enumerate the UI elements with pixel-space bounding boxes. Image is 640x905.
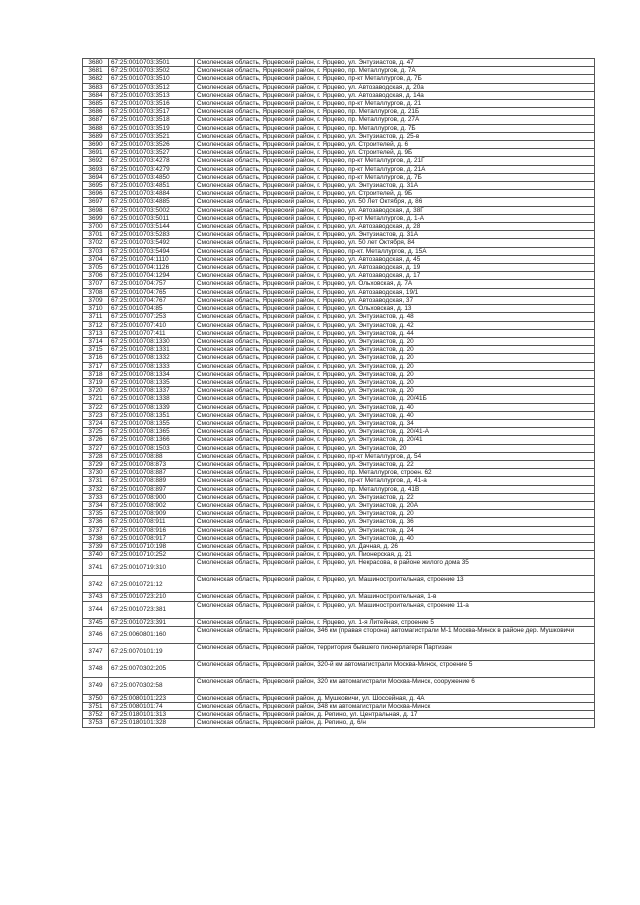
table-row [83, 362, 595, 370]
address: Смоленская область, Ярцевский район, г. Ярцево, пр. Металлургов, д. 7А [195, 67, 595, 75]
row-number: 3713 [83, 329, 109, 337]
address: Смоленская область, Ярцевский район, г. Ярцево, ул. 1-я Литейная, строение 5 [195, 618, 595, 626]
table-row [83, 711, 595, 719]
table-row [83, 477, 595, 485]
row-number: 3709 [83, 296, 109, 304]
cadastral-number: 67:25:0010703:4851 [109, 182, 195, 190]
table-row [83, 132, 595, 140]
address: Смоленская область, Ярцевский район, г. Ярцево, ул. Строителей, д. 6 [195, 141, 595, 149]
cadastral-number: 67:25:0010708:1337 [109, 387, 195, 395]
table-row [83, 354, 595, 362]
row-number: 3697 [83, 198, 109, 206]
table-row [83, 493, 595, 501]
cadastral-number: 67:25:0010703:3521 [109, 132, 195, 140]
cadastral-number: 67:25:0010703:3513 [109, 91, 195, 99]
row-number: 3705 [83, 264, 109, 272]
address: Смоленская область, Ярцевский район, г. Ярцево, ул. Энтузиастов, д. 34 [195, 419, 595, 427]
cadastral-number: 67:25:0010703:3517 [109, 108, 195, 116]
cadastral-number: 67:25:0070302:58 [109, 677, 195, 694]
row-number: 3685 [83, 100, 109, 108]
table-row [83, 173, 595, 181]
table-row [83, 501, 595, 509]
table-row [83, 313, 595, 321]
address: Смоленская область, Ярцевский район, г. Ярцево, ул. Энтузиастов, д. 20 [195, 362, 595, 370]
row-number: 3696 [83, 190, 109, 198]
table-row [83, 370, 595, 378]
row-number: 3718 [83, 370, 109, 378]
row-number: 3684 [83, 91, 109, 99]
table-row [83, 83, 595, 91]
row-number: 3746 [83, 626, 109, 643]
address: Смоленская область, Ярцевский район, г. Ярцево, ул. Энтузиастов, д. 47 [195, 59, 595, 67]
address: Смоленская область, Ярцевский район, 320-й км автомагистрали Москва-Минск, строение 5 [195, 660, 595, 677]
table-row [83, 660, 595, 677]
address: Смоленская область, Ярцевский район, г. Ярцево, ул. Энтузиастов, д. 20 [195, 346, 595, 354]
table-row [83, 67, 595, 75]
table-row [83, 411, 595, 419]
address: Смоленская область, Ярцевский район, г. Ярцево, пр-кт Металлургов, д. 21 [195, 100, 595, 108]
table-row [83, 534, 595, 542]
address: Смоленская область, Ярцевский район, г. Ярцево, ул. Энтузиастов, д. 31А [195, 231, 595, 239]
table-row [83, 272, 595, 280]
row-number: 3694 [83, 173, 109, 181]
table-row [83, 618, 595, 626]
table-row [83, 321, 595, 329]
cadastral-number: 67:25:0010707:411 [109, 329, 195, 337]
table-row [83, 91, 595, 99]
row-number: 3722 [83, 403, 109, 411]
cadastral-number: 67:25:0010703:3502 [109, 67, 195, 75]
address: Смоленская область, Ярцевский район, г. Ярцево, ул. 50 Лет Октября, д. 86 [195, 198, 595, 206]
row-number: 3695 [83, 182, 109, 190]
table-row [83, 75, 595, 83]
row-number: 3721 [83, 395, 109, 403]
cadastral-table-body [83, 59, 595, 728]
address: Смоленская область, Ярцевский район, г. Ярцево, пр-кт Металлургов, д. 21Г [195, 157, 595, 165]
table-row [83, 337, 595, 345]
cadastral-number: 67:25:0010710:252 [109, 551, 195, 559]
address: Смоленская область, Ярцевский район, г. Ярцево, пр. Металлургов, д. 41В [195, 485, 595, 493]
row-number: 3724 [83, 419, 109, 427]
row-number: 3740 [83, 551, 109, 559]
cadastral-number: 67:25:0010703:3501 [109, 59, 195, 67]
table-row [83, 149, 595, 157]
cadastral-number: 67:25:0010703:3518 [109, 116, 195, 124]
address: Смоленская область, Ярцевский район, г. Ярцево, ул. Автозаводская, д. 14а [195, 91, 595, 99]
address: Смоленская область, Ярцевский район, 320 км автомагистрали Москва-Минск, сооружение 6 [195, 677, 595, 694]
row-number: 3731 [83, 477, 109, 485]
row-number: 3680 [83, 59, 109, 67]
cadastral-number: 67:25:0010710:198 [109, 542, 195, 550]
address: Смоленская область, Ярцевский район, г. Ярцево, ул. Автозаводская, д. 17 [195, 272, 595, 280]
address: Смоленская область, Ярцевский район, г. Ярцево, ул. 50 лет Октября, 84 [195, 239, 595, 247]
address: Смоленская область, Ярцевский район, г. Ярцево, ул. Автозаводская, д. 19 [195, 264, 595, 272]
cadastral-number: 67:25:0010708:889 [109, 477, 195, 485]
address: Смоленская область, Ярцевский район, г. Ярцево, пр-кт Металлургов, д. 1-А [195, 214, 595, 222]
row-number: 3741 [83, 559, 109, 576]
cadastral-number: 67:25:0180101:313 [109, 711, 195, 719]
address: Смоленская область, Ярцевский район, г. Ярцево, пр-кт Металлургов, д. 7Б [195, 173, 595, 181]
address: Смоленская область, Ярцевский район, г. Ярцево, ул. Энтузиастов, д. 22 [195, 460, 595, 468]
address: Смоленская область, Ярцевский район, г. Ярцево, ул. Энтузиастов, д. 44 [195, 329, 595, 337]
table-row [83, 182, 595, 190]
row-number: 3691 [83, 149, 109, 157]
address: Смоленская область, Ярцевский район, г. Ярцево, пр. Металлургов, д. 27А [195, 116, 595, 124]
address: Смоленская область, Ярцевский район, г. Ярцево, ул. Энтузиастов, д. 20/41-А [195, 428, 595, 436]
cadastral-number: 67:25:0010703:5002 [109, 206, 195, 214]
address: Смоленская область, Ярцевский район, г. Ярцево, ул. Ольховская, д. 7А [195, 280, 595, 288]
address: Смоленская область, Ярцевский район, г. Ярцево, пр. Металлургов, д. 21Б [195, 108, 595, 116]
cadastral-number: 67:25:0080101:74 [109, 703, 195, 711]
row-number: 3723 [83, 411, 109, 419]
address: Смоленская область, Ярцевский район, г. Ярцево, ул. Энтузиастов, д. 20 [195, 378, 595, 386]
address: Смоленская область, Ярцевский район, г. Ярцево, ул. Энтузиастов, д. 42 [195, 321, 595, 329]
table-row [83, 329, 595, 337]
cadastral-number: 67:25:0010703:4850 [109, 173, 195, 181]
table-row [83, 305, 595, 313]
cadastral-number: 67:25:0010708:1366 [109, 436, 195, 444]
cadastral-number: 67:25:0010708:1330 [109, 337, 195, 345]
cadastral-number: 67:25:0010721:12 [109, 576, 195, 593]
cadastral-number: 67:25:0010703:3512 [109, 83, 195, 91]
table-row [83, 593, 595, 601]
row-number: 3726 [83, 436, 109, 444]
address: Смоленская область, Ярцевский район, г. Ярцево, ул. Автозаводская, д. 38Г [195, 206, 595, 214]
row-number: 3712 [83, 321, 109, 329]
cadastral-number: 67:25:0010708:1351 [109, 411, 195, 419]
address: Смоленская область, Ярцевский район, г. Ярцево, ул. Машиностроительная, 1-в [195, 593, 595, 601]
cadastral-number: 67:25:0060801:160 [109, 626, 195, 643]
address: Смоленская область, Ярцевский район, г. Ярцево, ул. Энтузиастов, д. 31А [195, 182, 595, 190]
table-row [83, 190, 595, 198]
table-row [83, 165, 595, 173]
address: Смоленская область, Ярцевский район, г. Ярцево, ул. Энтузиастов, д. 36 [195, 518, 595, 526]
table-row [83, 280, 595, 288]
cadastral-number: 67:25:0010703:4279 [109, 165, 195, 173]
row-number: 3708 [83, 288, 109, 296]
address: Смоленская область, Ярцевский район, г. Ярцево, ул. Автозаводская, 19/1 [195, 288, 595, 296]
table-row [83, 231, 595, 239]
table-row [83, 677, 595, 694]
address: Смоленская область, Ярцевский район, г. Ярцево, пр-кт Металлургов, д. 54 [195, 452, 595, 460]
table-row [83, 108, 595, 116]
row-number: 3743 [83, 593, 109, 601]
cadastral-number: 67:25:0010708:887 [109, 469, 195, 477]
cadastral-number: 67:25:0010703:5494 [109, 247, 195, 255]
address: Смоленская область, Ярцевский район, г. Ярцево, ул. Машиностроительная, строение 13 [195, 576, 595, 593]
address: Смоленская область, Ярцевский район, г. Ярцево, ул. Энтузиастов, д. 20/41Б [195, 395, 595, 403]
cadastral-number: 67:25:0010704:1126 [109, 264, 195, 272]
table-row [83, 198, 595, 206]
table-row [83, 288, 595, 296]
table-row [83, 296, 595, 304]
cadastral-number: 67:25:0010704:1110 [109, 255, 195, 263]
cadastral-number: 67:25:0010703:3519 [109, 124, 195, 132]
cadastral-number: 67:25:0010723:210 [109, 593, 195, 601]
row-number: 3706 [83, 272, 109, 280]
table-row [83, 419, 595, 427]
row-number: 3742 [83, 576, 109, 593]
address: Смоленская область, Ярцевский район, 346 км (правая сторона) автомагистрали М-1 Москва-Минск в районе дер. Мушковичи [195, 626, 595, 643]
cadastral-table [82, 58, 595, 728]
cadastral-number: 67:25:0010703:3526 [109, 141, 195, 149]
table-row [83, 403, 595, 411]
table-row [83, 264, 595, 272]
cadastral-number: 67:25:0010708:1332 [109, 354, 195, 362]
row-number: 3729 [83, 460, 109, 468]
address: Смоленская область, Ярцевский район, г. Ярцево, ул. Энтузиастов, д. 20 [195, 354, 595, 362]
cadastral-number: 67:25:0010708:1338 [109, 395, 195, 403]
cadastral-number: 67:25:0010708:902 [109, 501, 195, 509]
address: Смоленская область, Ярцевский район, г. Ярцево, пр. Металлургов, д. 7Б [195, 124, 595, 132]
row-number: 3739 [83, 542, 109, 550]
row-number: 3692 [83, 157, 109, 165]
cadastral-number: 67:25:0010708:1339 [109, 403, 195, 411]
table-row [83, 542, 595, 550]
table-row [83, 576, 595, 593]
cadastral-number: 67:25:0010703:4885 [109, 198, 195, 206]
row-number: 3730 [83, 469, 109, 477]
cadastral-number: 67:25:0010708:911 [109, 518, 195, 526]
row-number: 3701 [83, 231, 109, 239]
table-row [83, 559, 595, 576]
table-row [83, 346, 595, 354]
cadastral-number: 67:25:0010708:1503 [109, 444, 195, 452]
cadastral-number: 67:25:0010703:3510 [109, 75, 195, 83]
row-number: 3747 [83, 643, 109, 660]
table-row [83, 59, 595, 67]
row-number: 3683 [83, 83, 109, 91]
row-number: 3745 [83, 618, 109, 626]
address: Смоленская область, Ярцевский район, д. Репино, ул. Центральная, д. 17 [195, 711, 595, 719]
address: Смоленская область, Ярцевский район, г. Ярцево, ул. Автозаводская, д. 20а [195, 83, 595, 91]
row-number: 3738 [83, 534, 109, 542]
row-number: 3688 [83, 124, 109, 132]
row-number: 3716 [83, 354, 109, 362]
table-row [83, 141, 595, 149]
table-row [83, 206, 595, 214]
address: Смоленская область, Ярцевский район, г. Ярцево, ул. Энтузиастов, д. 40 [195, 411, 595, 419]
table-row [83, 452, 595, 460]
table-row [83, 157, 595, 165]
cadastral-number: 67:25:0010704:767 [109, 296, 195, 304]
table-row [83, 116, 595, 124]
cadastral-number: 67:25:0010704:757 [109, 280, 195, 288]
cadastral-number: 67:25:0010708:1335 [109, 378, 195, 386]
address: Смоленская область, Ярцевский район, г. Ярцево, ул. Автозаводская, д. 45 [195, 255, 595, 263]
row-number: 3714 [83, 337, 109, 345]
row-number: 3733 [83, 493, 109, 501]
table-row [83, 485, 595, 493]
row-number: 3752 [83, 711, 109, 719]
table-row [83, 526, 595, 534]
row-number: 3693 [83, 165, 109, 173]
cadastral-number: 67:25:0010703:3516 [109, 100, 195, 108]
cadastral-number: 67:25:0010708:1333 [109, 362, 195, 370]
cadastral-number: 67:25:0010708:917 [109, 534, 195, 542]
table-row [83, 510, 595, 518]
cadastral-number: 67:25:0010703:5492 [109, 239, 195, 247]
cadastral-number: 67:25:0070302:205 [109, 660, 195, 677]
address: Смоленская область, Ярцевский район, г. Ярцево, ул. Ольховская, д. 13 [195, 305, 595, 313]
row-number: 3749 [83, 677, 109, 694]
row-number: 3717 [83, 362, 109, 370]
row-number: 3707 [83, 280, 109, 288]
address: Смоленская область, Ярцевский район, г. Ярцево, пр-кт Металлургов, д. 21А [195, 165, 595, 173]
row-number: 3699 [83, 214, 109, 222]
address: Смоленская область, Ярцевский район, г. Ярцево, пр-кт Металлургов, д. 7Б [195, 75, 595, 83]
address: Смоленская область, Ярцевский район, г. Ярцево, пр. Металлургов, строен. 62 [195, 469, 595, 477]
row-number: 3748 [83, 660, 109, 677]
row-number: 3686 [83, 108, 109, 116]
address: Смоленская область, Ярцевский район, г. Ярцево, ул. Энтузиастов, 20 [195, 444, 595, 452]
address: Смоленская область, Ярцевский район, г. Ярцево, ул. Автозаводская, 37 [195, 296, 595, 304]
row-number: 3750 [83, 694, 109, 702]
cadastral-number: 67:25:0010708:909 [109, 510, 195, 518]
address: Смоленская область, Ярцевский район, г. Ярцево, ул. Строителей, д. 9Б [195, 149, 595, 157]
row-number: 3727 [83, 444, 109, 452]
address: Смоленская область, Ярцевский район, г. Ярцево, ул. Энтузиастов, д. 24 [195, 526, 595, 534]
table-row [83, 719, 595, 727]
cadastral-number: 67:25:0010708:897 [109, 485, 195, 493]
row-number: 3732 [83, 485, 109, 493]
address: Смоленская область, Ярцевский район, г. Ярцево, ул. Автозаводская, д. 28 [195, 223, 595, 231]
address: Смоленская область, Ярцевский район, г. Ярцево, ул. Энтузиастов, д. 25-в [195, 132, 595, 140]
cadastral-number: 67:25:0010723:381 [109, 601, 195, 618]
address: Смоленская область, Ярцевский район, г. Ярцево, ул. Строителей, д. 9Б [195, 190, 595, 198]
address: Смоленская область, Ярцевский район, г. Ярцево, ул. Энтузиастов, д. 20 [195, 387, 595, 395]
address: Смоленская область, Ярцевский район, г. Ярцево, ул. Энтузиастов, д. 20/41 [195, 436, 595, 444]
table-row [83, 214, 595, 222]
table-row [83, 100, 595, 108]
address: Смоленская область, Ярцевский район, г. Ярцево, пр-кт Металлургов, д. 41-а [195, 477, 595, 485]
row-number: 3698 [83, 206, 109, 214]
row-number: 3703 [83, 247, 109, 255]
table-row [83, 444, 595, 452]
row-number: 3687 [83, 116, 109, 124]
row-number: 3737 [83, 526, 109, 534]
address: Смоленская область, Ярцевский район, 348 км автомагистрали Москва-Минск [195, 703, 595, 711]
table-row [83, 703, 595, 711]
table-row [83, 428, 595, 436]
address: Смоленская область, Ярцевский район, г. Ярцево, пр-кт. Металлургов, д. 15А [195, 247, 595, 255]
table-row [83, 247, 595, 255]
cadastral-number: 67:25:0010704:765 [109, 288, 195, 296]
row-number: 3744 [83, 601, 109, 618]
address: Смоленская область, Ярцевский район, г. Ярцево, ул. Энтузиастов, д. 20 [195, 510, 595, 518]
row-number: 3736 [83, 518, 109, 526]
cadastral-number: 67:25:0010708:1331 [109, 346, 195, 354]
cadastral-number: 67:25:0010703:3527 [109, 149, 195, 157]
address: Смоленская область, Ярцевский район, г. Ярцево, ул. Энтузиастов, д. 48 [195, 313, 595, 321]
cadastral-number: 67:25:0010708:916 [109, 526, 195, 534]
cadastral-number: 67:25:0010703:5144 [109, 223, 195, 231]
address: Смоленская область, Ярцевский район, г. Ярцево, ул. Энтузиастов, д. 20 [195, 370, 595, 378]
cadastral-number: 67:25:0070101:19 [109, 643, 195, 660]
row-number: 3682 [83, 75, 109, 83]
cadastral-number: 67:25:0010703:5011 [109, 214, 195, 222]
cadastral-number: 67:25:0010707:410 [109, 321, 195, 329]
cadastral-number: 67:25:0080101:223 [109, 694, 195, 702]
cadastral-number: 67:25:0010703:4278 [109, 157, 195, 165]
row-number: 3711 [83, 313, 109, 321]
cadastral-number: 67:25:0010704:85 [109, 305, 195, 313]
table-row [83, 124, 595, 132]
table-row [83, 460, 595, 468]
document-page [82, 58, 594, 728]
row-number: 3702 [83, 239, 109, 247]
row-number: 3751 [83, 703, 109, 711]
row-number: 3719 [83, 378, 109, 386]
row-number: 3725 [83, 428, 109, 436]
cadastral-number: 67:25:0010707:253 [109, 313, 195, 321]
cadastral-number: 67:25:0010703:4884 [109, 190, 195, 198]
address: Смоленская область, Ярцевский район, г. Ярцево, ул. Энтузиастов, д. 20 [195, 337, 595, 345]
address: Смоленская область, Ярцевский район, г. Ярцево, ул. Энтузиастов, д. 22 [195, 493, 595, 501]
table-row [83, 378, 595, 386]
address: Смоленская область, Ярцевский район, г. Ярцево, ул. Машиностроительная, строение 11-а [195, 601, 595, 618]
row-number: 3704 [83, 255, 109, 263]
table-row [83, 551, 595, 559]
cadastral-number: 67:25:0010703:5283 [109, 231, 195, 239]
cadastral-number: 67:25:0010708:873 [109, 460, 195, 468]
table-row [83, 395, 595, 403]
cadastral-number: 67:25:0180101:328 [109, 719, 195, 727]
table-row [83, 436, 595, 444]
row-number: 3689 [83, 132, 109, 140]
row-number: 3734 [83, 501, 109, 509]
cadastral-number: 67:25:0010719:310 [109, 559, 195, 576]
table-row [83, 518, 595, 526]
row-number: 3720 [83, 387, 109, 395]
table-row [83, 643, 595, 660]
address: Смоленская область, Ярцевский район, г. Ярцево, ул. Дачная, д. 26 [195, 542, 595, 550]
row-number: 3715 [83, 346, 109, 354]
address: Смоленская область, Ярцевский район, г. Ярцево, ул. Энтузиастов, д. 40 [195, 403, 595, 411]
row-number: 3700 [83, 223, 109, 231]
cadastral-number: 67:25:0010723:391 [109, 618, 195, 626]
row-number: 3728 [83, 452, 109, 460]
address: Смоленская область, Ярцевский район, г. Ярцево, ул. Пионерская, д. 21 [195, 551, 595, 559]
address: Смоленская область, Ярцевский район, д. Мушковичи, ул. Шоссейная, д. 4А [195, 694, 595, 702]
table-row [83, 223, 595, 231]
cadastral-number: 67:25:0010708:900 [109, 493, 195, 501]
cadastral-number: 67:25:0010708:1355 [109, 419, 195, 427]
table-row [83, 469, 595, 477]
address: Смоленская область, Ярцевский район, д. Репино, д. 6/н [195, 719, 595, 727]
address: Смоленская область, Ярцевский район, территория бывшего пионерлагеря Партизан [195, 643, 595, 660]
cadastral-number: 67:25:0010708:88 [109, 452, 195, 460]
row-number: 3690 [83, 141, 109, 149]
row-number: 3681 [83, 67, 109, 75]
table-row [83, 239, 595, 247]
table-row [83, 626, 595, 643]
cadastral-number: 67:25:0010708:1365 [109, 428, 195, 436]
table-row [83, 694, 595, 702]
address: Смоленская область, Ярцевский район, г. Ярцево, ул. Энтузиастов, д. 20А [195, 501, 595, 509]
cadastral-number: 67:25:0010708:1334 [109, 370, 195, 378]
row-number: 3710 [83, 305, 109, 313]
table-row [83, 387, 595, 395]
table-row [83, 255, 595, 263]
address: Смоленская область, Ярцевский район, г. Ярцево, ул. Некрасова, в районе жилого дома 35 [195, 559, 595, 576]
address: Смоленская область, Ярцевский район, г. Ярцево, ул. Энтузиастов, д. 40 [195, 534, 595, 542]
table-row [83, 601, 595, 618]
cadastral-number: 67:25:0010704:1294 [109, 272, 195, 280]
row-number: 3735 [83, 510, 109, 518]
row-number: 3753 [83, 719, 109, 727]
